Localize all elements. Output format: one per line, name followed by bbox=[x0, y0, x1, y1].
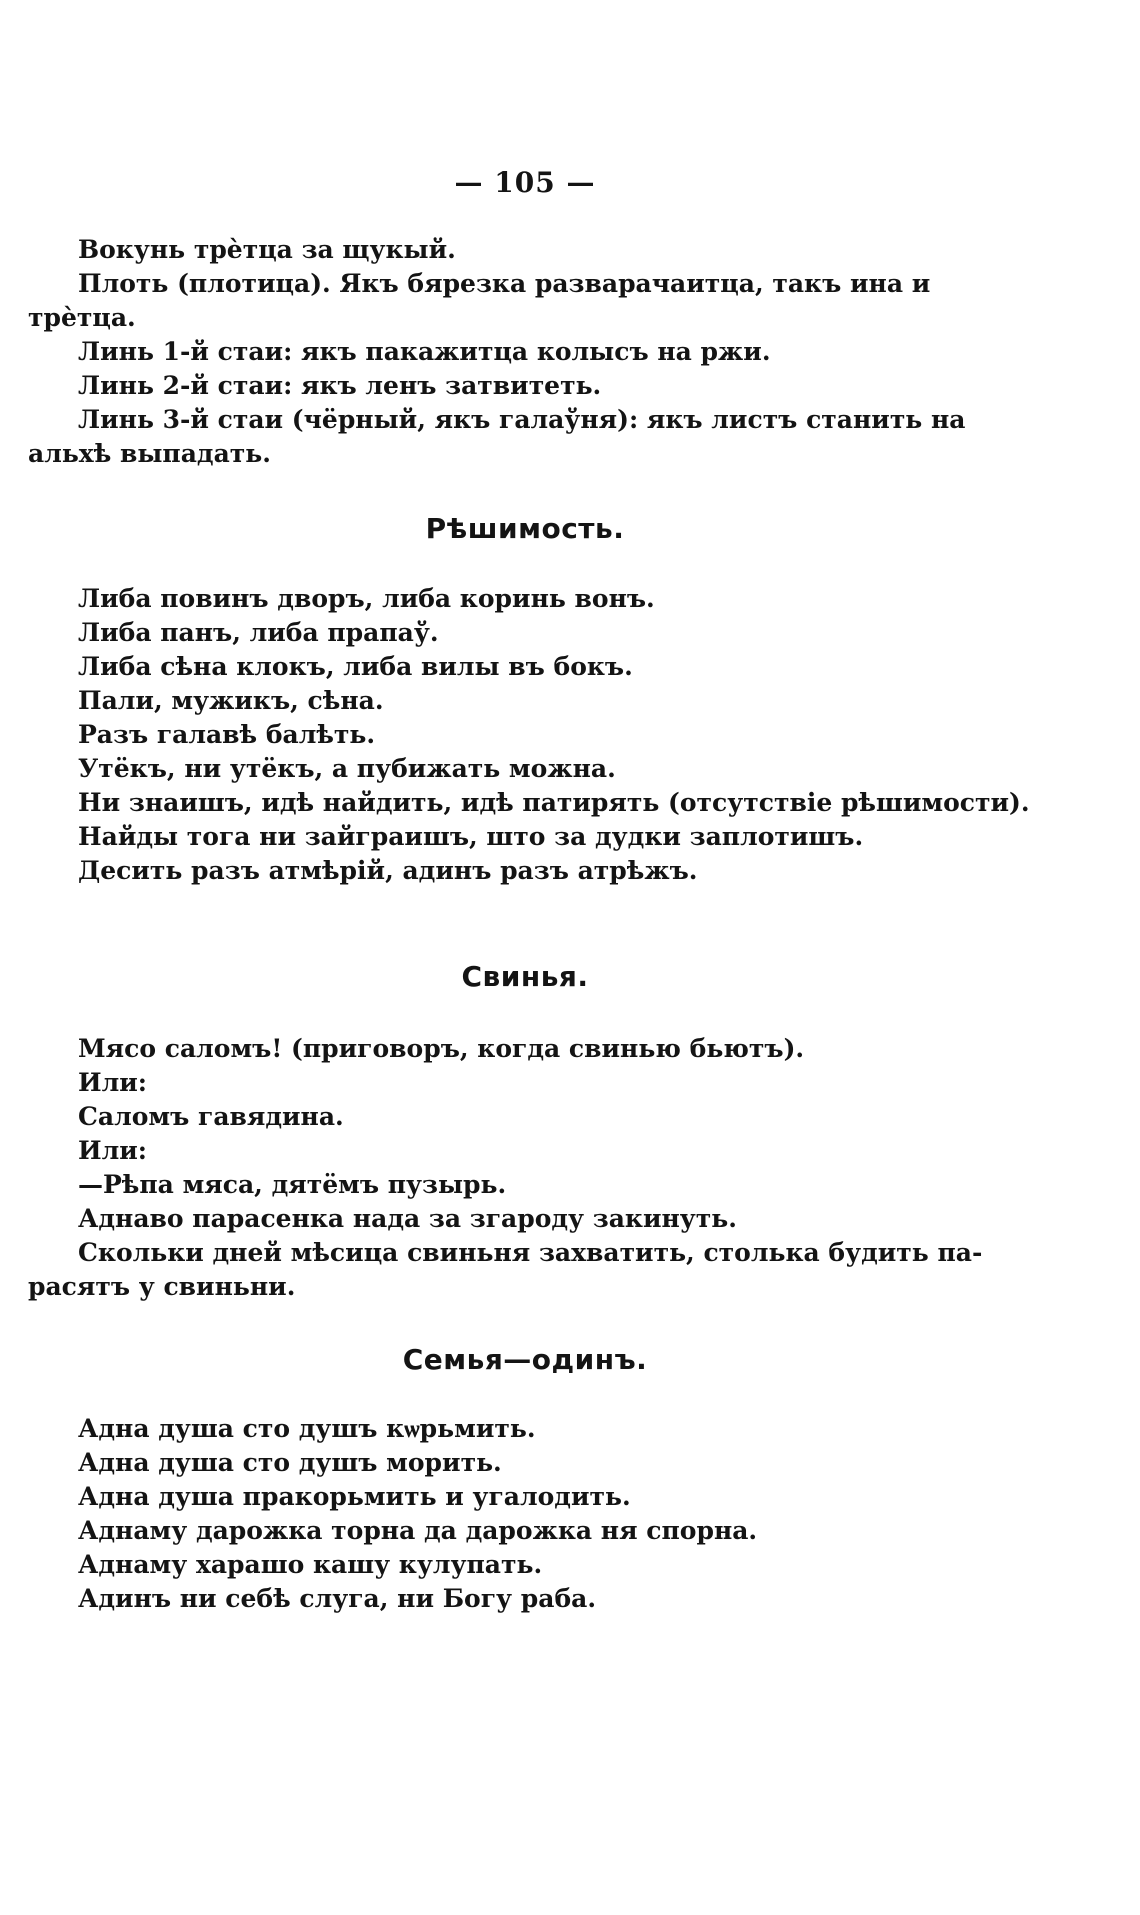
proverb-line: Аднаму харашо кашу кулупать. bbox=[78, 1550, 543, 1579]
proverb-line: Ни знаишъ, идѣ найдить, идѣ патирять (отсутствіе рѣшимости). bbox=[78, 788, 1030, 817]
proverb-line: Либа повинъ дворъ, либа коринь вонъ. bbox=[78, 584, 655, 613]
proverb-line: Аднаво парасенка нада за згароду закинуть. bbox=[78, 1204, 737, 1233]
intro-line: Линь 2-й стаи: якъ ленъ затвитеть. bbox=[78, 371, 602, 400]
proverb-line: Найды тога ни зайграишъ, што за дудки заплотишъ. bbox=[78, 822, 864, 851]
page-number: — 105 — bbox=[454, 166, 596, 199]
proverb-line: —Рѣпа мяса, дятёмъ пузырь. bbox=[78, 1170, 507, 1199]
proverb-line: Адна душа сто душъ кѡрьмить. bbox=[78, 1414, 536, 1443]
intro-line: альхѣ выпадать. bbox=[28, 439, 271, 468]
proverb-line: Адна душа пракорьмить и угалодить. bbox=[78, 1482, 631, 1511]
proverb-line: Десить разъ атмѣрій, адинъ разъ атрѣжъ. bbox=[78, 856, 698, 885]
proverb-line: расятъ у свиньни. bbox=[28, 1272, 296, 1301]
proverb-line: Саломъ гавядина. bbox=[78, 1102, 344, 1131]
section-heading-reshimost: Рѣшимость. bbox=[425, 512, 625, 545]
semya-section bbox=[0, 1412, 1140, 1616]
intro-line: трѐтца. bbox=[28, 303, 136, 332]
proverb-line: Разъ галавѣ балѣть. bbox=[78, 720, 376, 749]
proverb-line: Либа сѣна клокъ, либа вилы въ бокъ. bbox=[78, 652, 633, 681]
proverb-line: Скольки дней мѣсица свиньня захватить, столька будить па- bbox=[78, 1238, 983, 1267]
intro-line: Плоть (плотица). Якъ бярезка разварачаитца, такъ ина и bbox=[78, 269, 931, 298]
svinya-section bbox=[0, 1032, 1140, 1304]
proverb-line: Мясо саломъ! (приговоръ, когда свинью бьютъ). bbox=[78, 1034, 805, 1063]
proverb-line: Или: bbox=[78, 1068, 148, 1097]
proverb-line: Адна душа сто душъ морить. bbox=[78, 1448, 502, 1477]
section-heading-semya: Семья—одинъ. bbox=[402, 1343, 648, 1376]
proverb-line: Пали, мужикъ, сѣна. bbox=[78, 686, 384, 715]
proverb-line: Адинъ ни себѣ слуга, ни Богу раба. bbox=[78, 1584, 597, 1613]
intro-section bbox=[0, 233, 1140, 471]
intro-line: Вокунь трѐтца за щукый. bbox=[78, 235, 456, 264]
section-heading-svinya: Свинья. bbox=[461, 960, 589, 993]
proverb-line: Утёкъ, ни утёкъ, а пубижать можна. bbox=[78, 754, 616, 783]
intro-line: Линь 3-й стаи (чёрный, якъ галаўня): якъ листъ станить на bbox=[78, 405, 966, 434]
proverb-line: Аднаму дарожка торна да дарожка ня спорна. bbox=[78, 1516, 758, 1545]
proverb-line: Либа панъ, либа прапаў. bbox=[78, 618, 439, 647]
reshimost-section bbox=[0, 582, 1140, 888]
intro-line: Линь 1-й стаи: якъ пакажитца колысъ на ржи. bbox=[78, 337, 771, 366]
proverb-line: Или: bbox=[78, 1136, 148, 1165]
